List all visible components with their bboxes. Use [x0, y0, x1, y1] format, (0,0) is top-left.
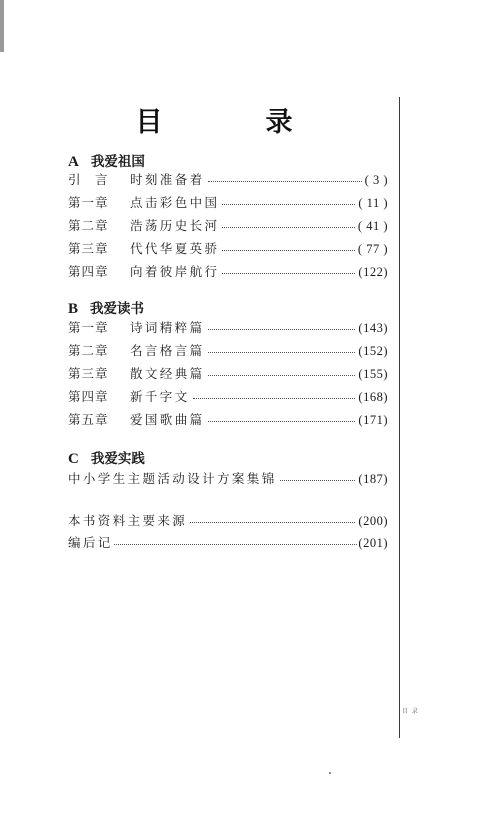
dot-leader: [222, 249, 355, 251]
chapter-title: 时刻准备着: [130, 172, 205, 187]
dot-leader: [222, 203, 355, 205]
page-edge-shadow: [0, 0, 4, 52]
scan-speck: [329, 772, 331, 774]
chapter-title: 诗词精粹篇: [130, 320, 205, 335]
page-number: ( 77 ): [357, 242, 388, 256]
dot-leader: [208, 374, 356, 376]
page-number: (187): [358, 472, 388, 486]
section-letter: A: [68, 154, 79, 170]
chapter-number: 第三章: [68, 241, 109, 256]
chapter-number: 引 言: [68, 172, 109, 187]
toc-entry[interactable]: [68, 410, 388, 428]
toc-entry[interactable]: [68, 511, 388, 529]
toc-entry[interactable]: [68, 193, 388, 211]
chapter-number: 第四章: [68, 389, 109, 404]
page-number: (168): [358, 390, 388, 404]
chapter-number: 第四章: [68, 264, 109, 279]
chapter-title: 浩荡历史长河: [130, 218, 220, 233]
section-letter: C: [68, 451, 79, 467]
page-number: ( 41 ): [357, 219, 388, 233]
chapter-title: 代代华夏英骄: [130, 241, 220, 256]
toc-entry[interactable]: [68, 262, 388, 280]
toc-entry[interactable]: [68, 318, 388, 336]
section-heading-b: [68, 297, 144, 318]
chapter-number: 第二章: [68, 218, 109, 233]
page-number: (155): [358, 367, 388, 381]
page-number: (171): [358, 413, 388, 427]
dot-leader: [208, 351, 356, 353]
section-heading-a: [68, 150, 145, 171]
section-title: 我爱祖国: [90, 154, 145, 170]
toc-entry[interactable]: [68, 364, 388, 382]
dot-leader: [208, 328, 356, 330]
section-title: 我爱读书: [90, 301, 145, 317]
section-letter: B: [68, 301, 79, 317]
page-number: (201): [358, 536, 388, 550]
chapter-title: 名言格言篇: [130, 343, 205, 358]
toc-entry[interactable]: [68, 170, 388, 188]
page-number: (152): [358, 344, 388, 358]
chapter-title: 爱国歌曲篇: [130, 412, 205, 427]
appendix-title: 编后记: [68, 535, 113, 550]
dot-leader: [280, 479, 356, 481]
page-number: (143): [358, 321, 388, 335]
running-head-mark: 目 录: [402, 708, 419, 715]
page-title: 目 录: [135, 107, 331, 138]
chapter-title: 散文经典篇: [130, 366, 205, 381]
dot-leader: [190, 521, 355, 523]
toc-entry[interactable]: [68, 533, 388, 551]
toc-entry[interactable]: [68, 239, 388, 257]
toc-entry[interactable]: [68, 341, 388, 359]
dot-leader: [114, 543, 358, 545]
dot-leader: [208, 180, 362, 182]
dot-leader: [222, 272, 355, 274]
dot-leader: [208, 420, 356, 422]
margin-rule: [399, 97, 400, 738]
chapter-title: 向着彼岸航行: [130, 264, 220, 279]
section-heading-c: [68, 447, 145, 468]
page-number: ( 11 ): [358, 196, 388, 210]
dot-leader: [193, 397, 356, 399]
toc-entry[interactable]: [68, 469, 388, 487]
chapter-title: 中小学生主题活动设计方案集锦: [68, 471, 277, 486]
chapter-title: 新千字文: [130, 389, 190, 404]
section-title: 我爱实践: [90, 451, 145, 467]
appendix-title: 本书资料主要来源: [68, 513, 188, 528]
page-number: (200): [358, 514, 388, 528]
chapter-number: 第五章: [68, 412, 109, 427]
chapter-number: 第三章: [68, 366, 109, 381]
page-number: ( 3 ): [364, 173, 388, 187]
page-number: (122): [358, 265, 388, 279]
chapter-number: 第二章: [68, 343, 109, 358]
toc-entry[interactable]: [68, 216, 388, 234]
chapter-number: 第一章: [68, 320, 109, 335]
chapter-title: 点击彩色中国: [130, 195, 220, 210]
chapter-number: 第一章: [68, 195, 109, 210]
dot-leader: [222, 226, 355, 228]
toc-entry[interactable]: [68, 387, 388, 405]
